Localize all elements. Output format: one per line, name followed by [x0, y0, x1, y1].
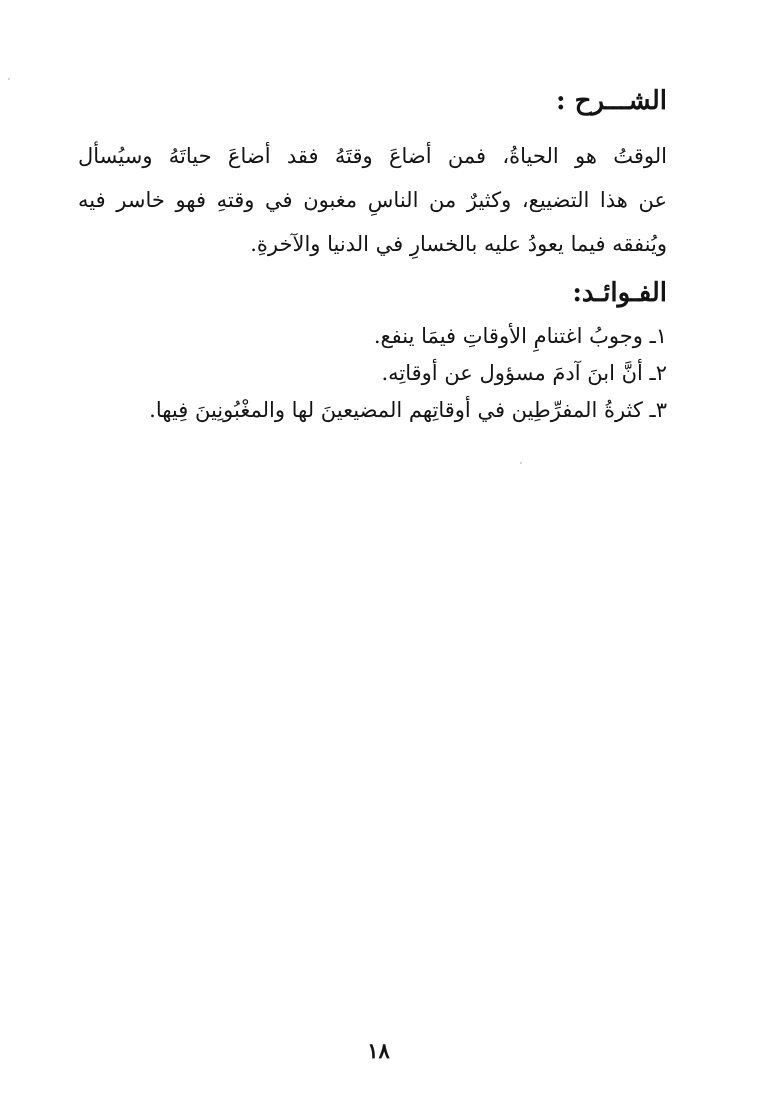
- benefit-item: ١ـ وجوبُ اغتنامِ الأوقاتِ فيمَا ينفع.: [373, 324, 667, 348]
- benefits-list: [78, 318, 667, 428]
- page-number: ١٨: [367, 1038, 390, 1063]
- scan-speck: [520, 462, 522, 464]
- scan-speck: [8, 78, 10, 80]
- explanation-line: عن هذا التضييع، وكثيرٌ من الناسِ مغبون في وقتهِ فهو خاسر فيه: [78, 188, 667, 212]
- explanation-heading: الشـــرح :: [556, 86, 667, 116]
- explanation-line: الوقتُ هو الحياةُ، فمن أضاعَ وقتَهُ فقد أضاعَ حياتَهُ وسيُسأل: [78, 144, 667, 168]
- explanation-line: ويُنفقه فيما يعودُ عليه بالخسارِ في الدنيا والآخرةِ.: [250, 232, 667, 256]
- explanation-paragraph: [78, 134, 667, 266]
- benefit-item: ٢ـ أنَّ ابنَ آدمَ مسؤول عن أوقاتِه.: [381, 361, 667, 385]
- page-content: [78, 78, 667, 444]
- benefit-item: ٣ـ كثرةُ المفرِّطِين في أوقاتِهم المضيعينَ لها والمغْبُونِينَ فِيها.: [149, 398, 667, 422]
- benefits-heading: الفـوائـد:: [572, 278, 667, 308]
